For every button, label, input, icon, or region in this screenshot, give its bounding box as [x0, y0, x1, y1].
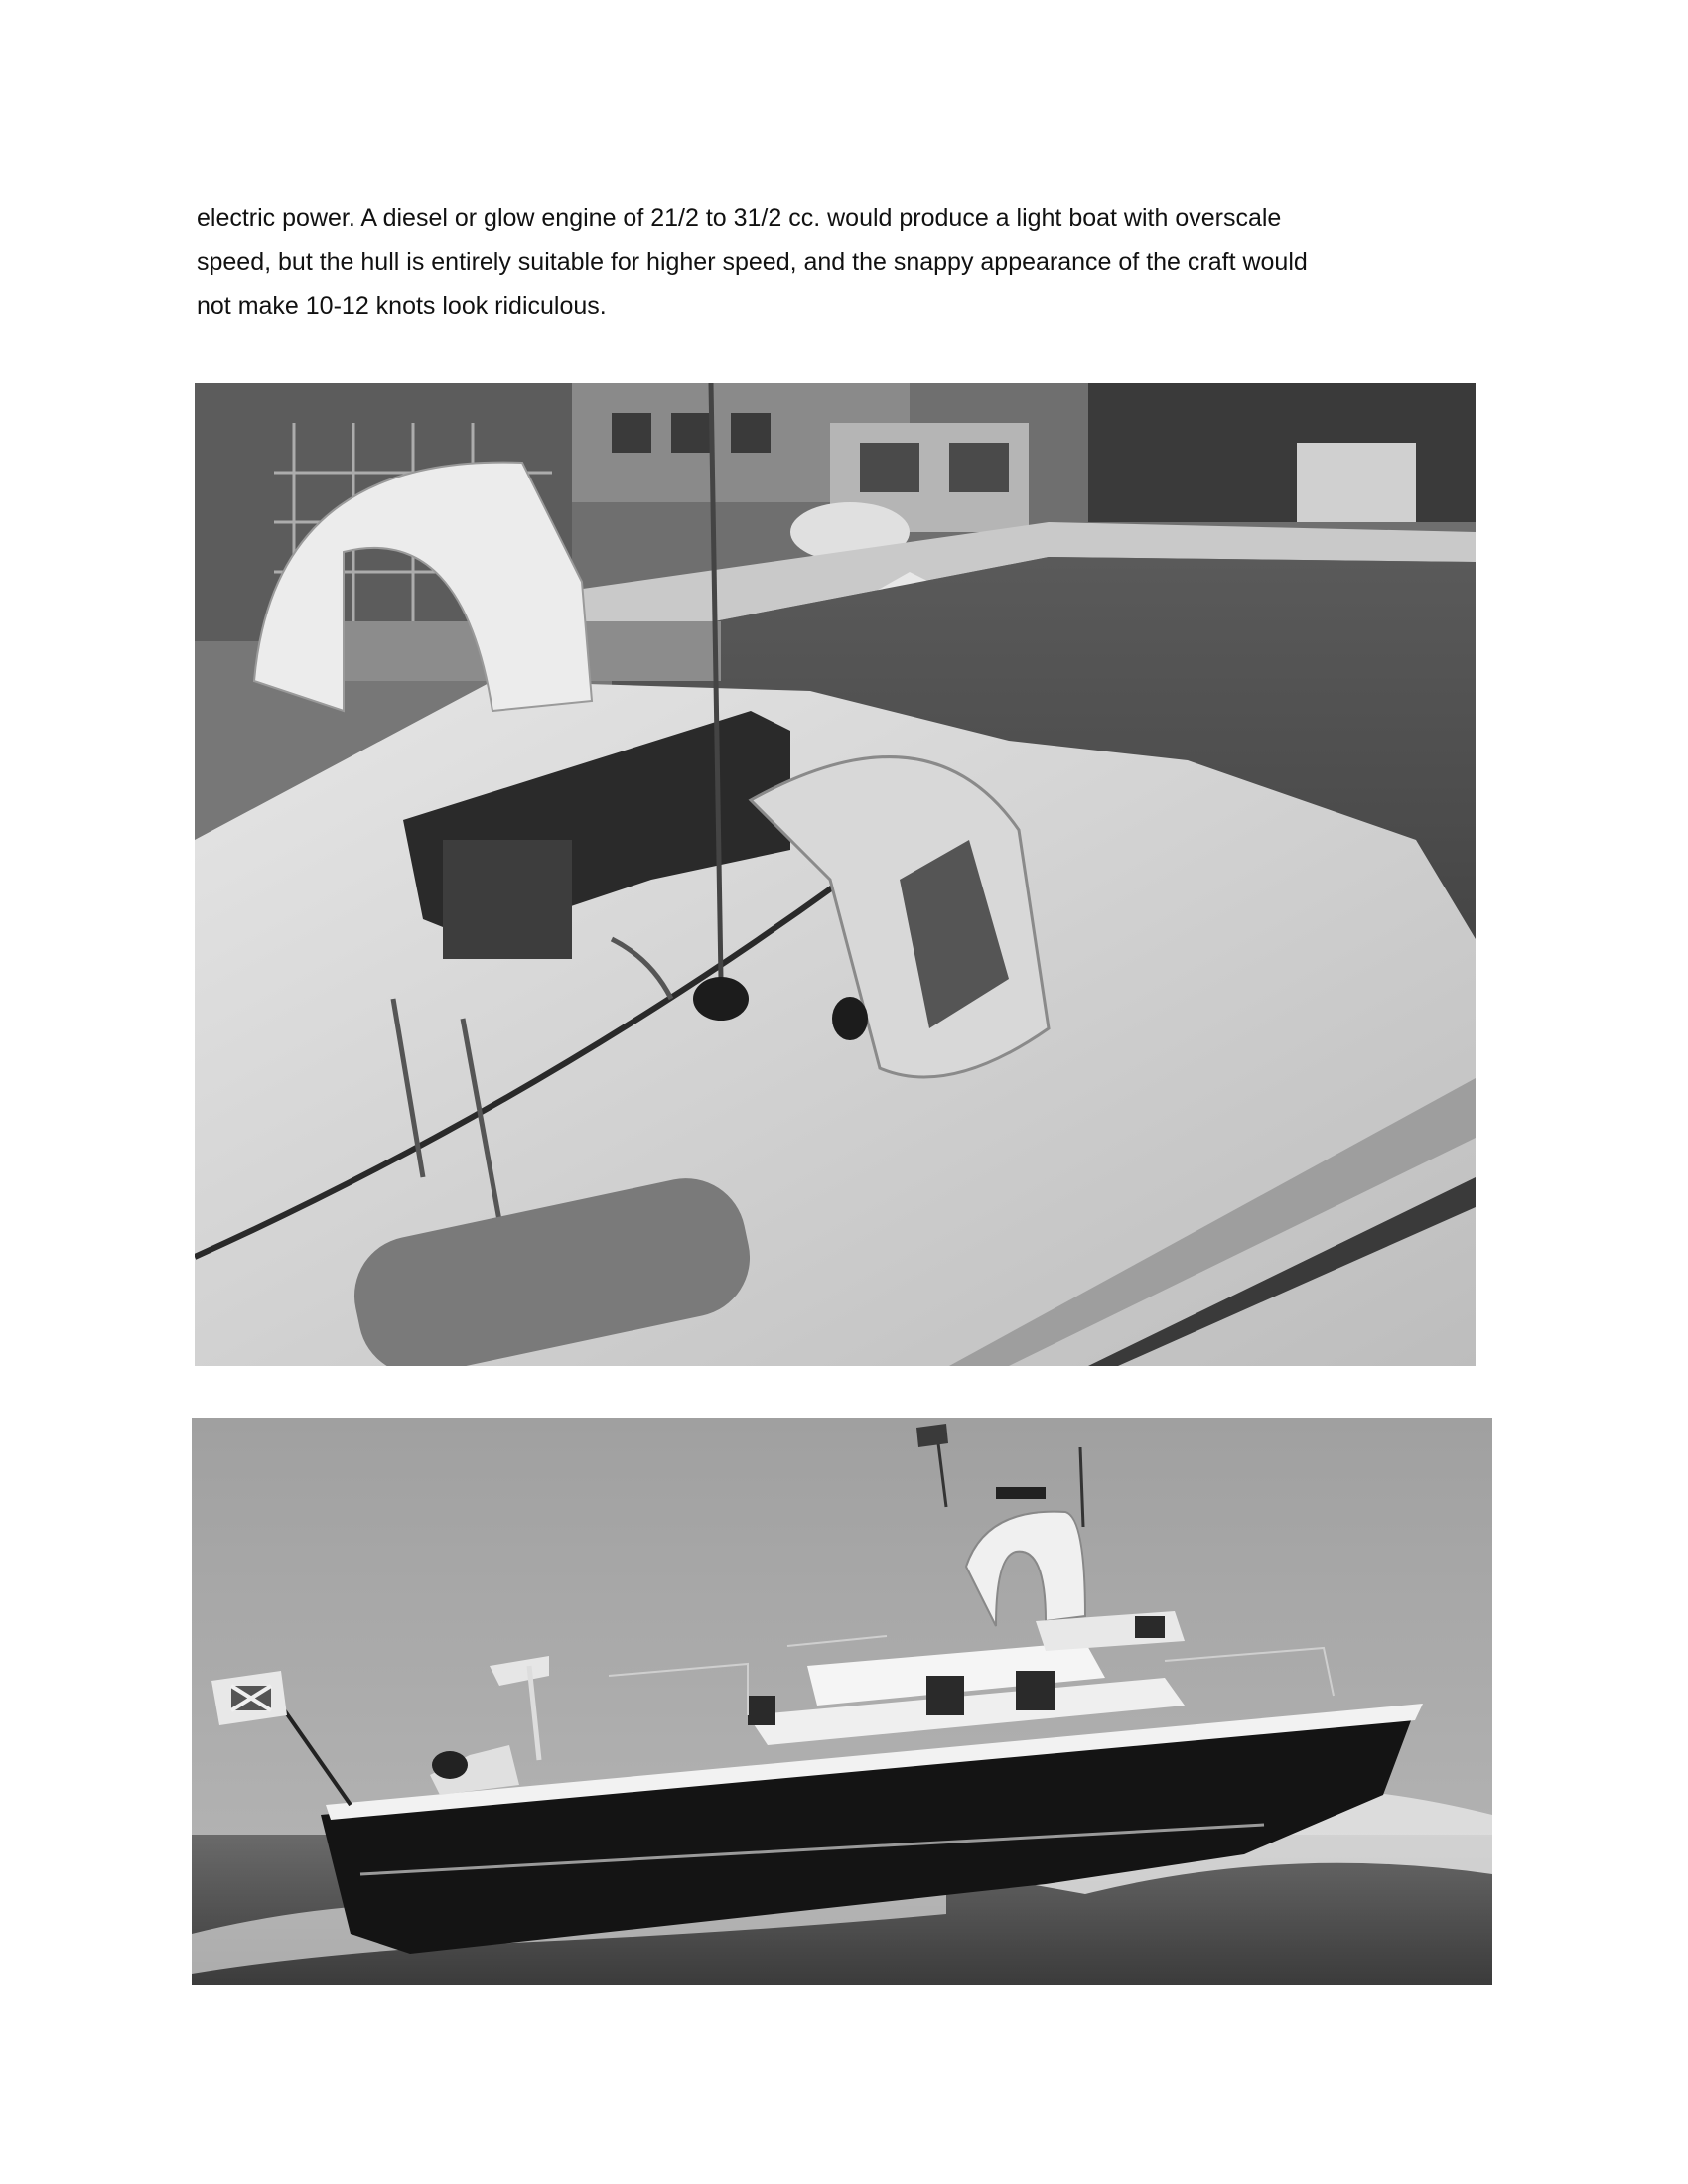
paragraph-line-1: electric power. A diesel or glow engine of 21/2 to 31/2 cc. would produce a light boat with overscale — [197, 205, 1282, 232]
launch-underway-illustration — [192, 1418, 1492, 1985]
harbour-launch-illustration — [195, 383, 1476, 1366]
body-paragraph — [197, 197, 1487, 328]
launch-underway-photo — [192, 1418, 1492, 1985]
paragraph-line-2: speed, but the hull is entirely suitable for higher speed, and the snappy appearance of the craft would — [197, 248, 1308, 276]
harbour-launch-photo — [195, 383, 1476, 1366]
paragraph-line-3: not make 10-12 knots look ridiculous. — [197, 292, 607, 320]
